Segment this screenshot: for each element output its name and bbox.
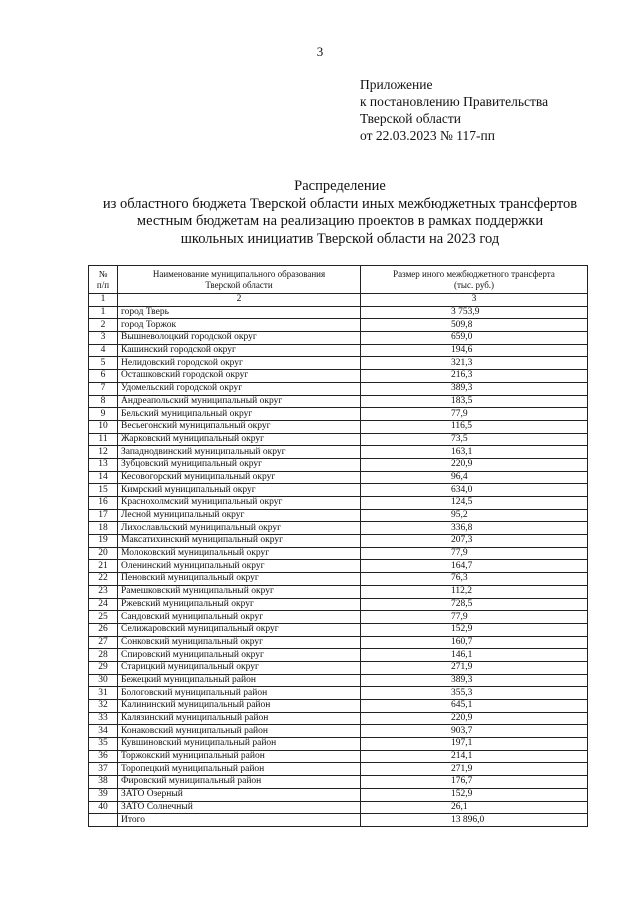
table-row [89,712,588,725]
row-amount-cell: 96,4 [361,471,588,484]
row-number-cell: 40 [89,801,118,814]
row-name-cell: Рамешковский муниципальный округ [118,585,361,598]
row-name-cell: Бологовский муниципальный район [118,687,361,700]
row-number-cell: 2 [89,319,118,332]
row-name-cell: Сандовский муниципальный округ [118,611,361,624]
row-number-cell: 21 [89,560,118,573]
row-name-cell: Торопецкий муниципальный район [118,763,361,776]
row-name-cell: Западнодвинский муниципальный округ [118,446,361,459]
table-header-row [89,266,588,294]
table-row [89,801,588,814]
row-amount-cell: 3 753,9 [361,306,588,319]
table-row [89,395,588,408]
header-num-line-2: п/п [96,279,110,290]
row-name-cell: Максатихинский муниципальный округ [118,535,361,548]
row-number-cell: 6 [89,370,118,383]
row-amount-cell: 152,9 [361,623,588,636]
appendix-block [360,76,548,144]
header-amount-line-1: Размер иного межбюджетного трансферта [393,269,555,279]
appendix-line-1: Приложение [360,77,433,92]
row-amount-cell: 160,7 [361,636,588,649]
header-num [89,266,118,294]
table-row [89,573,588,586]
row-number-cell: 4 [89,344,118,357]
table-row [89,319,588,332]
row-amount-cell: 152,9 [361,788,588,801]
table-row [89,623,588,636]
row-number-cell: 27 [89,636,118,649]
row-number-cell: 28 [89,649,118,662]
row-amount-cell: 183,5 [361,395,588,408]
row-number-cell: 33 [89,712,118,725]
header-name-line-2: Тверской области [205,279,273,290]
table-row [89,725,588,738]
table-row [89,344,588,357]
row-name-cell: Итого [118,814,361,827]
row-number-cell: 26 [89,623,118,636]
row-number-cell: 18 [89,522,118,535]
row-number-cell: 15 [89,484,118,497]
appendix-line-3: Тверской области [360,111,461,126]
title-line-1: Распределение [294,178,386,194]
table-row [89,611,588,624]
row-number-cell: 24 [89,598,118,611]
row-name-cell: город Торжок [118,319,361,332]
row-name-cell: Ржевский муниципальный округ [118,598,361,611]
row-amount-cell: 163,1 [361,446,588,459]
table-row [89,788,588,801]
header-name-line-1: Наименование муниципального образования [152,269,326,279]
row-amount-cell: 389,3 [361,382,588,395]
title-line-2: из областного бюджета Тверской области иных межбюджетных трансфертов [102,195,578,212]
row-name-cell: Весьегонский муниципальный округ [118,420,361,433]
row-name-cell: Кашинский городской округ [118,344,361,357]
table-row [89,700,588,713]
table-row [89,560,588,573]
row-amount-cell: 95,2 [361,509,588,522]
row-number-cell: 38 [89,776,118,789]
row-name-cell: Оленинский муниципальный округ [118,560,361,573]
row-number-cell: 31 [89,687,118,700]
row-amount-cell: 146,1 [361,649,588,662]
table-row [89,433,588,446]
row-amount-cell: 216,3 [361,370,588,383]
row-number-cell: 29 [89,661,118,674]
row-name-cell: Пеновский муниципальный округ [118,573,361,586]
table-body [89,294,588,827]
row-amount-cell: 271,9 [361,763,588,776]
table-row [89,738,588,751]
row-amount-cell: 321,3 [361,357,588,370]
table-row [89,497,588,510]
row-name-cell: Жарковский муниципальный округ [118,433,361,446]
row-number-cell: 37 [89,763,118,776]
row-amount-cell: 220,9 [361,712,588,725]
row-name-cell: ЗАТО Озерный [118,788,361,801]
row-number-cell: 34 [89,725,118,738]
row-number-cell: 20 [89,547,118,560]
row-number-cell: 30 [89,674,118,687]
table-row [89,382,588,395]
row-name-cell: ЗАТО Солнечный [118,801,361,814]
row-number-cell: 36 [89,750,118,763]
row-number-cell: 22 [89,573,118,586]
title-line-3: местным бюджетам на реализацию проектов в рамках поддержки [136,213,544,229]
table-row [89,370,588,383]
table-row [89,649,588,662]
header-amount-line-2: (тыс. руб.) [453,279,495,290]
table-row [89,357,588,370]
row-name-cell: Осташковский городской округ [118,370,361,383]
row-name-cell: Спировский муниципальный округ [118,649,361,662]
table-row [89,408,588,421]
table-row [89,661,588,674]
table-row [89,522,588,535]
header-amount [361,266,588,294]
row-number-cell: 19 [89,535,118,548]
table-row [89,687,588,700]
row-amount-cell: 645,1 [361,700,588,713]
row-name-cell: город Тверь [118,306,361,319]
row-amount-cell: 76,3 [361,573,588,586]
row-name-cell: Старицкий муниципальный округ [118,661,361,674]
row-amount-cell: 112,2 [361,585,588,598]
row-name-cell: Фировский муниципальный район [118,776,361,789]
document-title [40,178,640,248]
row-number-cell: 3 [89,332,118,345]
row-amount-cell: 124,5 [361,497,588,510]
row-name-cell: Лесной муниципальный округ [118,509,361,522]
header-name [118,266,361,294]
table-row [89,598,588,611]
table-row [89,535,588,548]
row-amount-cell: 355,3 [361,687,588,700]
table-row [89,332,588,345]
row-number-cell: 8 [89,395,118,408]
row-amount-cell: 336,8 [361,522,588,535]
column-number-cell: 1 [89,294,118,307]
row-name-cell: Бельский муниципальный округ [118,408,361,421]
appendix-line-2: к постановлению Правительства [360,94,549,109]
row-number-cell: 9 [89,408,118,421]
row-number-cell: 25 [89,611,118,624]
row-name-cell: Кувшиновский муниципальный район [118,738,361,751]
row-name-cell: Сонковский муниципальный округ [118,636,361,649]
header-num-line-1: № [98,269,108,279]
row-number-cell: 7 [89,382,118,395]
row-name-cell: Зубцовский муниципальный округ [118,458,361,471]
table-row [89,420,588,433]
row-number-cell: 13 [89,458,118,471]
row-number-cell: 10 [89,420,118,433]
row-amount-cell: 634,0 [361,484,588,497]
row-amount-cell: 659,0 [361,332,588,345]
row-amount-cell: 220,9 [361,458,588,471]
appendix-line-4: от 22.03.2023 № 117-пп [360,128,495,143]
row-amount-cell: 903,7 [361,725,588,738]
row-amount-cell: 207,3 [361,535,588,548]
column-number-cell: 3 [361,294,588,307]
row-number-cell [89,814,118,827]
row-amount-cell: 77,9 [361,611,588,624]
table-row [89,750,588,763]
row-amount-cell: 728,5 [361,598,588,611]
row-number-cell: 5 [89,357,118,370]
row-amount-cell: 13 896,0 [361,814,588,827]
row-name-cell: Андреапольский муниципальный округ [118,395,361,408]
table-row [89,484,588,497]
row-name-cell: Конаковский муниципальный район [118,725,361,738]
table-row [89,814,588,827]
row-number-cell: 35 [89,738,118,751]
row-amount-cell: 194,6 [361,344,588,357]
column-number-row [89,294,588,307]
row-number-cell: 12 [89,446,118,459]
row-number-cell: 23 [89,585,118,598]
row-amount-cell: 389,3 [361,674,588,687]
table-row [89,674,588,687]
column-number-cell: 2 [118,294,361,307]
table-row [89,585,588,598]
row-name-cell: Кимрский муниципальный округ [118,484,361,497]
row-name-cell: Кесовогорский муниципальный округ [118,471,361,484]
row-number-cell: 32 [89,700,118,713]
row-name-cell: Торжокский муниципальный район [118,750,361,763]
page-number: 3 [316,44,324,59]
row-number-cell: 14 [89,471,118,484]
row-amount-cell: 197,1 [361,738,588,751]
table-row [89,763,588,776]
distribution-table [88,265,588,827]
table-row [89,458,588,471]
row-amount-cell: 176,7 [361,776,588,789]
row-name-cell: Калининский муниципальный район [118,700,361,713]
table-row [89,636,588,649]
row-name-cell: Молоковский муниципальный округ [118,547,361,560]
row-number-cell: 11 [89,433,118,446]
row-amount-cell: 116,5 [361,420,588,433]
row-name-cell: Бежецкий муниципальный район [118,674,361,687]
row-name-cell: Вышневолоцкий городской округ [118,332,361,345]
row-amount-cell: 214,1 [361,750,588,763]
row-amount-cell: 77,9 [361,408,588,421]
row-number-cell: 17 [89,509,118,522]
row-amount-cell: 73,5 [361,433,588,446]
table-row [89,471,588,484]
row-amount-cell: 164,7 [361,560,588,573]
row-amount-cell: 26,1 [361,801,588,814]
row-name-cell: Калязинский муниципальный район [118,712,361,725]
row-name-cell: Нелидовский городской округ [118,357,361,370]
row-name-cell: Селижаровский муниципальный округ [118,623,361,636]
table-row [89,509,588,522]
table-row [89,306,588,319]
row-amount-cell: 509,8 [361,319,588,332]
row-amount-cell: 271,9 [361,661,588,674]
table-row [89,547,588,560]
row-name-cell: Лихославльский муниципальный округ [118,522,361,535]
row-name-cell: Удомельский городской округ [118,382,361,395]
table-row [89,776,588,789]
title-line-4: школьных инициатив Тверской области на 2023 год [180,230,500,247]
row-name-cell: Краснохолмский муниципальный округ [118,497,361,510]
row-number-cell: 1 [89,306,118,319]
row-number-cell: 16 [89,497,118,510]
row-number-cell: 39 [89,788,118,801]
table-row [89,446,588,459]
row-amount-cell: 77,9 [361,547,588,560]
